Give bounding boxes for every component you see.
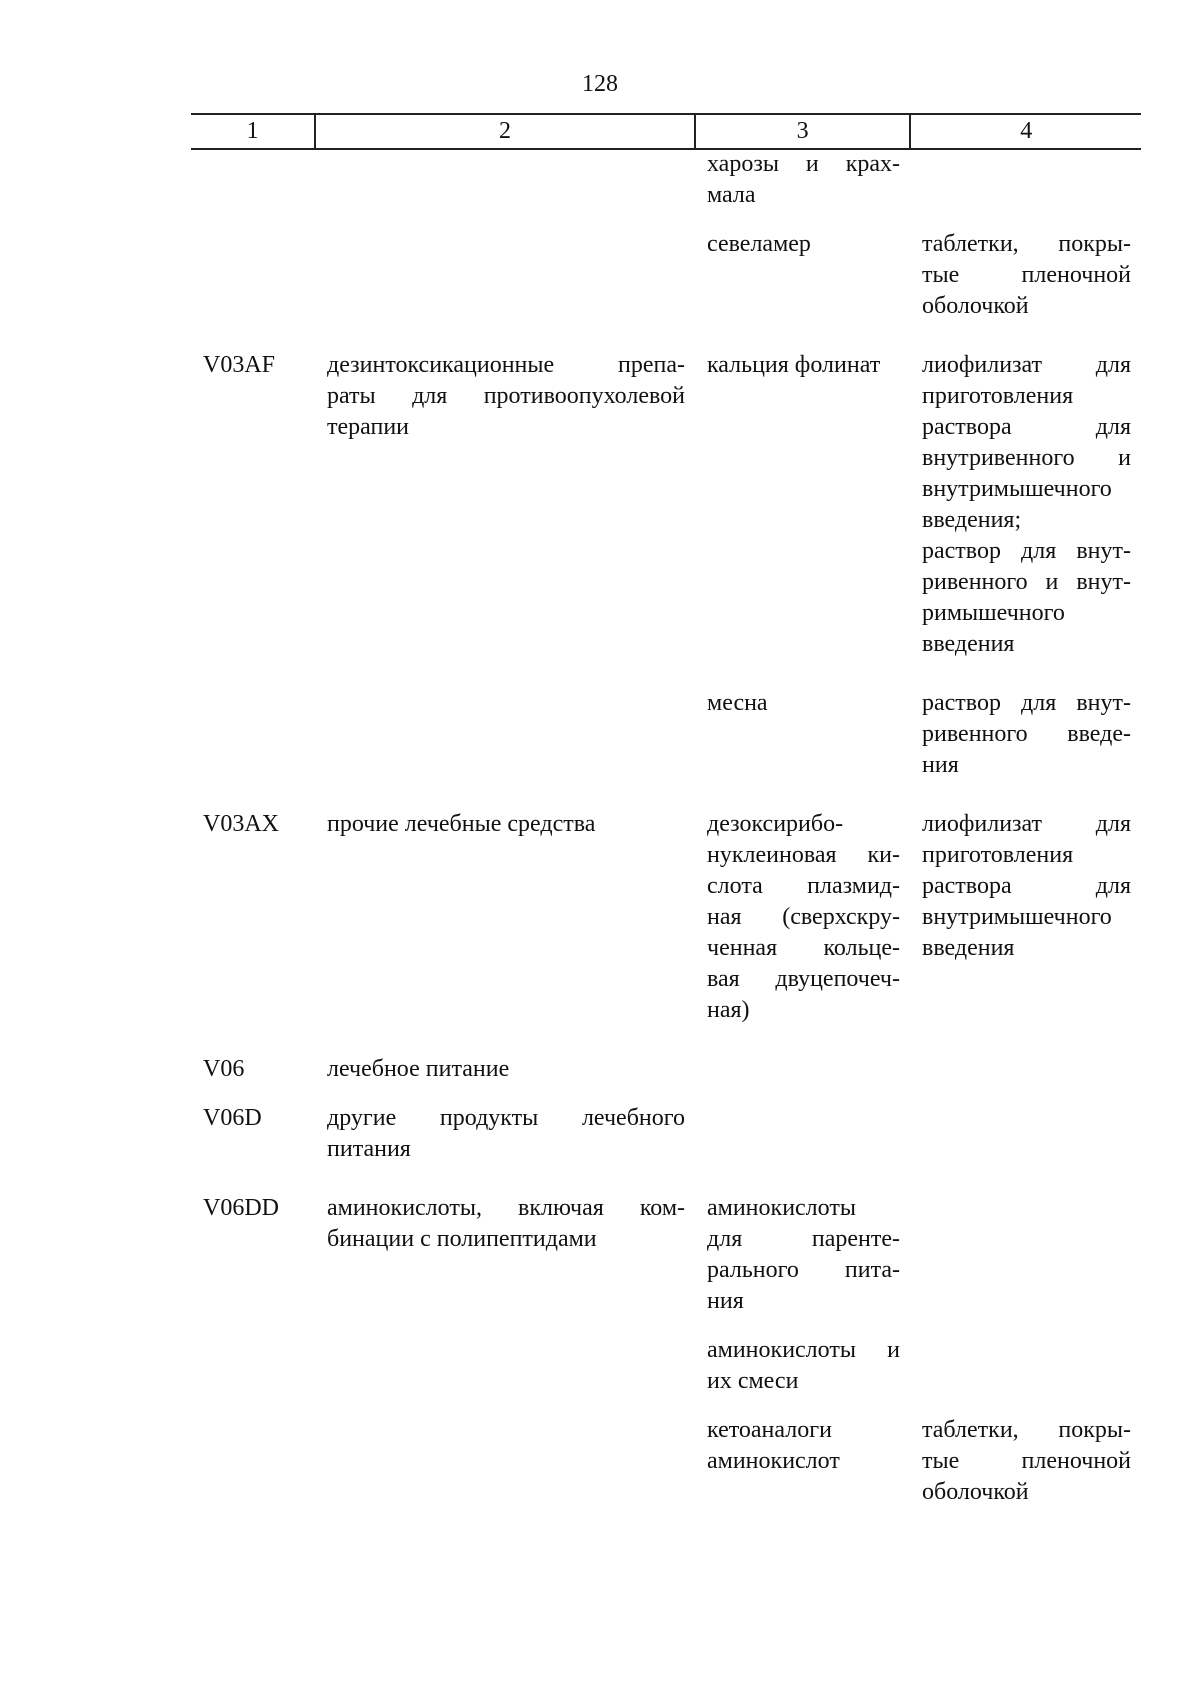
dosage-form-cell — [910, 688, 1141, 781]
table-row — [191, 149, 1141, 211]
substance-cell — [695, 688, 910, 719]
group-name-cell-line: питания — [327, 1136, 411, 1162]
substance-cell-line: кетоаналоги — [707, 1417, 832, 1443]
substance-cell-line: вая двуцепочеч- — [707, 966, 900, 992]
substance-cell-line: мала — [707, 182, 756, 208]
substance-cell-line: для паренте- — [707, 1226, 900, 1252]
table-row — [191, 229, 1141, 322]
dosage-form-cell-line: внутривенного и — [922, 445, 1131, 471]
substance-cell — [695, 809, 910, 1026]
substance-cell-line: севеламер — [707, 231, 811, 257]
substance-cell-line: аминокислоты и — [707, 1337, 900, 1363]
dosage-form-cell-line: приготовления — [922, 383, 1074, 409]
substance-cell-line: ния — [707, 1288, 744, 1314]
dosage-form-cell — [910, 229, 1141, 322]
dosage-form-cell — [910, 1415, 1141, 1508]
table-row — [191, 1193, 1141, 1317]
substance-cell — [695, 1193, 910, 1317]
atc-code-cell: V06D — [203, 1105, 262, 1131]
substance-cell — [695, 350, 910, 381]
substance-cell-line: нуклеиновая ки- — [707, 842, 900, 868]
dosage-form-cell-line: приготовления — [922, 842, 1074, 868]
dosage-form-cell-line: раствора для — [922, 873, 1131, 899]
group-name-cell — [315, 350, 695, 443]
dosage-form-cell-line: ния — [922, 752, 959, 778]
group-name-cell — [315, 809, 695, 840]
table-row — [191, 809, 1141, 1026]
substance-cell-line: харозы и крах- — [707, 151, 900, 177]
substance-cell-line: слота плазмид- — [707, 873, 900, 899]
dosage-form-cell-line: оболочкой — [922, 1479, 1029, 1505]
table-row — [191, 1335, 1141, 1397]
dosage-form-cell-line: лиофилизат для — [922, 811, 1131, 837]
group-name-cell-line: лечебное питание — [327, 1056, 510, 1082]
table-row — [191, 688, 1141, 781]
group-name-cell-line: дезинтоксикационные препа- — [327, 352, 685, 378]
substance-cell-line: дезоксирибо- — [707, 811, 844, 837]
dosage-form-cell-line: ривенного введе- — [922, 721, 1131, 747]
substance-cell-line: их смеси — [707, 1368, 799, 1394]
substance-cell — [695, 1415, 910, 1477]
dosage-form-cell-line: оболочкой — [922, 293, 1029, 319]
header-col-3: 3 — [694, 115, 910, 148]
dosage-form-cell-line: введения — [922, 631, 1015, 657]
atc-code-cell: V06DD — [203, 1195, 279, 1221]
substance-cell-line: рального пита- — [707, 1257, 900, 1283]
group-name-cell-line: другие продукты лечебного — [327, 1105, 685, 1131]
dosage-form-cell-line: римышечного — [922, 600, 1065, 626]
dosage-form-cell-line: раствор для внут- — [922, 538, 1131, 564]
dosage-form-cell-line: внутримышечного — [922, 476, 1112, 502]
table-header — [191, 113, 1141, 150]
dosage-form-cell-line: ривенного и внут- — [922, 569, 1131, 595]
table-body — [191, 149, 1141, 1508]
substance-cell — [695, 149, 910, 211]
dosage-form-cell-line: тые пленочной — [922, 1448, 1131, 1474]
group-name-cell-line: раты для противоопухолевой — [327, 383, 685, 409]
substance-cell — [695, 229, 910, 260]
dosage-form-cell-line: введения — [922, 935, 1015, 961]
table-row — [191, 1415, 1141, 1508]
substance-cell-line: ченная кольце- — [707, 935, 900, 961]
header-col-2: 2 — [314, 115, 694, 148]
substance-cell — [695, 1335, 910, 1397]
group-name-cell-line: терапии — [327, 414, 410, 440]
dosage-form-cell — [910, 350, 1141, 660]
header-col-4: 4 — [909, 115, 1141, 148]
table-row — [191, 1054, 1141, 1085]
group-name-cell — [315, 1193, 695, 1255]
dosage-form-cell-line: введения; — [922, 507, 1022, 533]
substance-cell-line: ная) — [707, 997, 750, 1023]
dosage-form-cell-line: лиофилизат для — [922, 352, 1131, 378]
group-name-cell-line: бинации с полипептидами — [327, 1226, 597, 1252]
page-number: 128 — [582, 71, 618, 97]
group-name-cell-line: прочие лечебные средства — [327, 811, 596, 837]
dosage-form-cell-line: тые пленочной — [922, 262, 1131, 288]
group-name-cell — [315, 1054, 695, 1085]
group-name-cell — [315, 1103, 695, 1165]
dosage-form-cell-line: раствор для внут- — [922, 690, 1131, 716]
dosage-form-cell-line: таблетки, покры- — [922, 231, 1131, 257]
header-col-1: 1 — [246, 118, 259, 144]
substance-cell-line: кальция фолинат — [707, 352, 881, 378]
atc-code-cell: V03AX — [203, 811, 279, 837]
table-row — [191, 350, 1141, 660]
dosage-form-cell-line: таблетки, покры- — [922, 1417, 1131, 1443]
substance-cell-line: аминокислоты — [707, 1195, 856, 1221]
atc-code-cell: V06 — [203, 1056, 245, 1082]
substance-cell-line: ная (сверхскру- — [707, 904, 900, 930]
dosage-form-cell-line: внутримышечного — [922, 904, 1112, 930]
substance-cell-line: месна — [707, 690, 768, 716]
substance-cell-line: аминокислот — [707, 1448, 840, 1474]
table-row — [191, 1103, 1141, 1165]
dosage-form-cell — [910, 809, 1141, 964]
dosage-form-cell-line: раствора для — [922, 414, 1131, 440]
atc-code-cell: V03AF — [203, 352, 276, 378]
group-name-cell-line: аминокислоты, включая ком- — [327, 1195, 685, 1221]
